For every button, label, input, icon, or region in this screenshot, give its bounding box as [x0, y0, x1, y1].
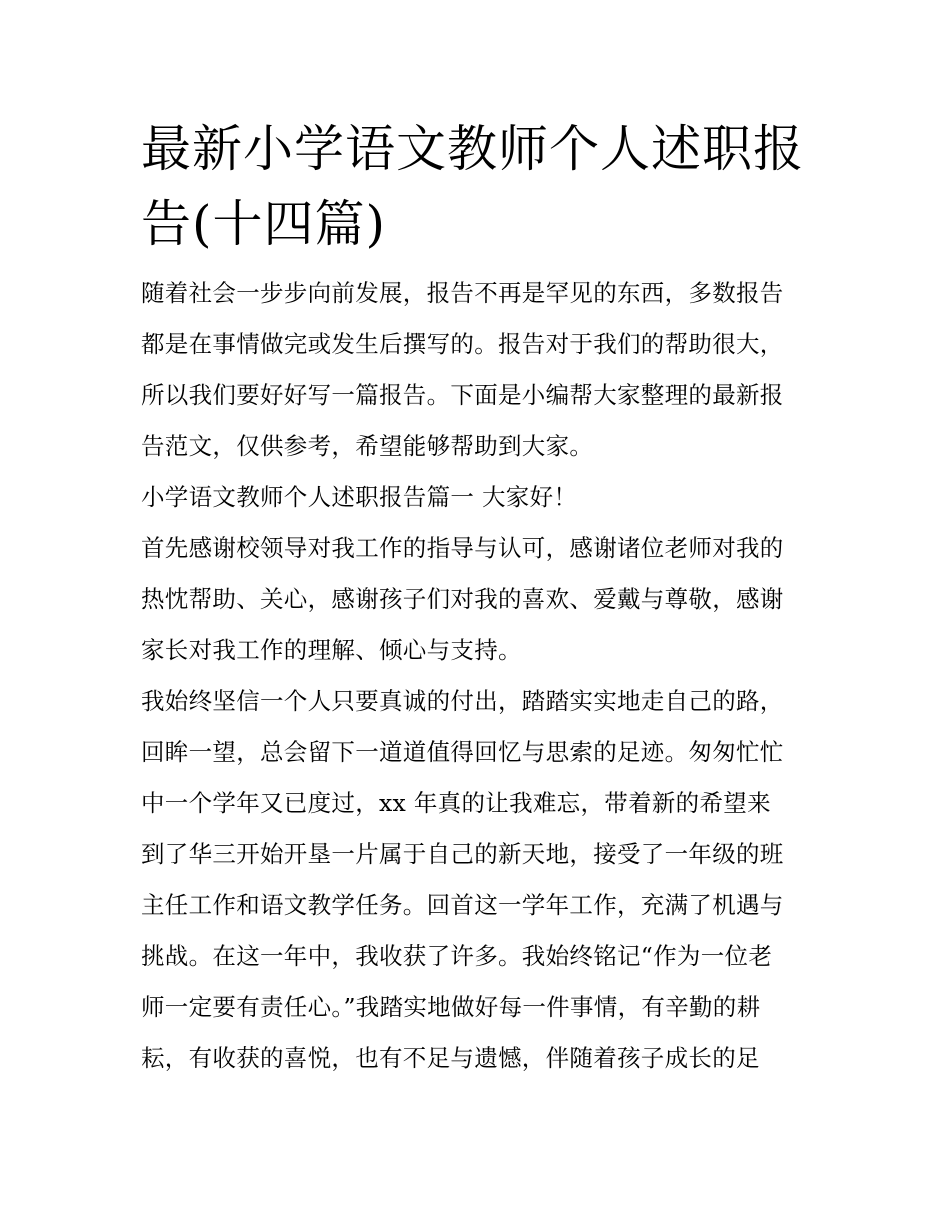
text-line: 热忱帮助、关心，感谢孩子们对我的喜欢、爱戴与尊敬，感谢 — [141, 585, 784, 613]
text-line: 首先感谢校领导对我工作的指导与认可，感谢诸位老师对我的 — [141, 534, 784, 562]
thanks-paragraph — [141, 523, 816, 676]
text-line: 挑战。在这一年中，我收获了许多。我始终铭记“作为一位老 — [141, 942, 773, 970]
text-line: 所以我们要好好写一篇报告。下面是小编帮大家整理的最新报 — [141, 381, 784, 409]
document-body — [141, 112, 816, 1084]
section-heading-paragraph — [141, 472, 816, 523]
title-line: 最新小学语文教师个人述职报 — [141, 120, 804, 178]
title-line: 告(十四篇) — [141, 195, 387, 253]
text-line: 随着社会一步步向前发展，报告不再是罕见的东西，多数报告 — [141, 279, 784, 307]
text-line: 耘，有收获的喜悦，也有不足与遗憾，伴随着孩子成长的足 — [141, 1044, 760, 1072]
text-line: 中一个学年又已度过，xx 年真的让我难忘，带着新的希望来 — [141, 789, 771, 817]
text-line: 告范文，仅供参考，希望能够帮助到大家。 — [141, 432, 594, 460]
intro-paragraph — [141, 268, 816, 472]
document-title — [141, 112, 816, 262]
text-line: 回眸一望，总会留下一道道值得回忆与思索的足迹。匆匆忙忙 — [141, 738, 784, 766]
reflection-paragraph — [141, 676, 816, 1084]
text-line: 我始终坚信一个人只要真诚的付出，踏踏实实地走自己的路， — [141, 687, 784, 715]
text-line: 师一定要有责任心。”我踏实地做好每一件事情，有辛勤的耕 — [141, 993, 761, 1021]
text-line: 小学语文教师个人述职报告篇一 大家好！ — [141, 483, 578, 511]
text-line: 到了华三开始开垦一片属于自己的新天地，接受了一年级的班 — [141, 840, 784, 868]
text-line: 家长对我工作的理解、倾心与支持。 — [141, 636, 522, 664]
text-line: 主任工作和语文教学任务。回首这一学年工作，充满了机遇与 — [141, 891, 784, 919]
text-line: 都是在事情做完或发生后撰写的。报告对于我们的帮助很大， — [141, 330, 784, 358]
